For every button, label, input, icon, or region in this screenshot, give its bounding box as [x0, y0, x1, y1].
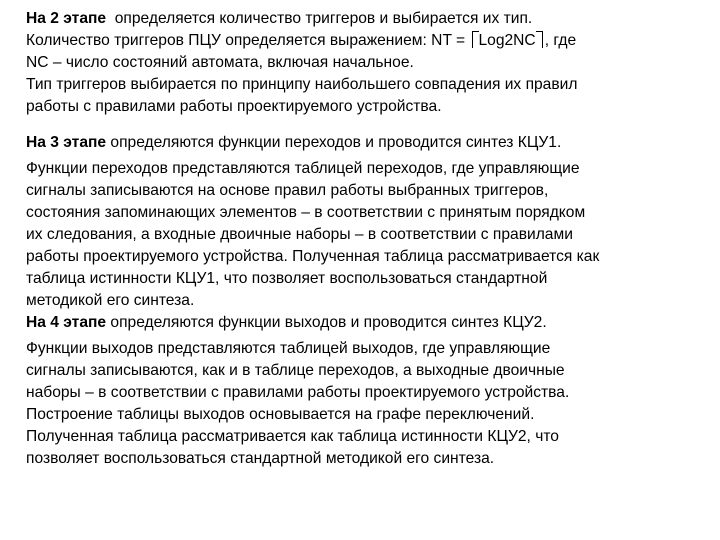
stage-3-intro: определяются функции переходов и проводится синтез КЦУ1.	[106, 134, 562, 151]
stage-3-first-line	[26, 132, 706, 154]
ceiling-right-bracket	[536, 31, 545, 47]
stage-4-desc-line: Полученная таблица рассматривается как таблица истинности КЦУ2, что	[26, 428, 559, 445]
stage-4-intro: определяются функции выходов и проводится синтез КЦУ2.	[106, 314, 547, 331]
stage-4-desc-line: наборы – в соответствии с правилами работы проектируемого устройства.	[26, 384, 570, 401]
stage-2-heading: На 2 этапе	[26, 10, 107, 27]
trigger-type-line-1: Тип триггеров выбирается по принципу наибольшего совпадения их правил	[26, 76, 578, 93]
stage-4-paragraph	[26, 312, 706, 470]
stage-3-paragraph	[26, 132, 706, 312]
nc-definition-line: NC – число состояний автомата, включая начальное.	[26, 54, 414, 71]
stage-4-desc-line: позволяет воспользоваться стандартной методикой его синтеза.	[26, 450, 495, 467]
paragraph-gap	[26, 118, 706, 132]
stage-3-desc-line: таблица истинности КЦУ1, что позволяет воспользоваться стандартной	[26, 270, 548, 287]
stage-4-desc-line: Построение таблицы выходов основывается на графе переключений.	[26, 406, 535, 423]
stage-3-desc-line: состояния запоминающих элементов – в соответствии с принятым порядком	[26, 204, 586, 221]
stage-4-desc-line: сигналы записываются, как и в таблице переходов, а выходные двоичные	[26, 362, 565, 379]
formula-prefix: Количество триггеров ПЦУ определяется выражением: NT =	[26, 32, 470, 49]
slide-text	[26, 8, 706, 470]
stage-3-desc-line: их следования, а входные двоичные наборы – в соответствии с правилами	[26, 226, 573, 243]
stage-4-first-line	[26, 312, 706, 334]
stage-3-desc-line: методикой его синтеза.	[26, 292, 195, 309]
stage-4-heading: На 4 этапе	[26, 314, 107, 331]
formula-suffix: , где	[544, 32, 577, 49]
stage-2-intro: определяется количество триггеров и выбирается их тип.	[106, 10, 533, 27]
trigger-type-line-2: работы с правилами работы проектируемого устройства.	[26, 98, 442, 115]
stage-4-desc-line: Функции выходов представляются таблицей выходов, где управляющие	[26, 340, 551, 357]
trigger-count-formula-line	[26, 30, 706, 52]
stage-2-paragraph	[26, 8, 706, 118]
stage-2-first-line	[26, 8, 706, 30]
ceiling-left-bracket	[469, 31, 478, 47]
formula-expression: Log2NC	[478, 32, 536, 49]
stage-3-heading: На 3 этапе	[26, 134, 107, 151]
stage-3-desc-line: работы проектируемого устройства. Полученная таблица рассматривается как	[26, 248, 600, 265]
stage-3-desc-line: сигналы записываются на основе правил работы выбранных триггеров,	[26, 182, 549, 199]
stage-3-desc-line: Функции переходов представляются таблицей переходов, где управляющие	[26, 160, 580, 177]
